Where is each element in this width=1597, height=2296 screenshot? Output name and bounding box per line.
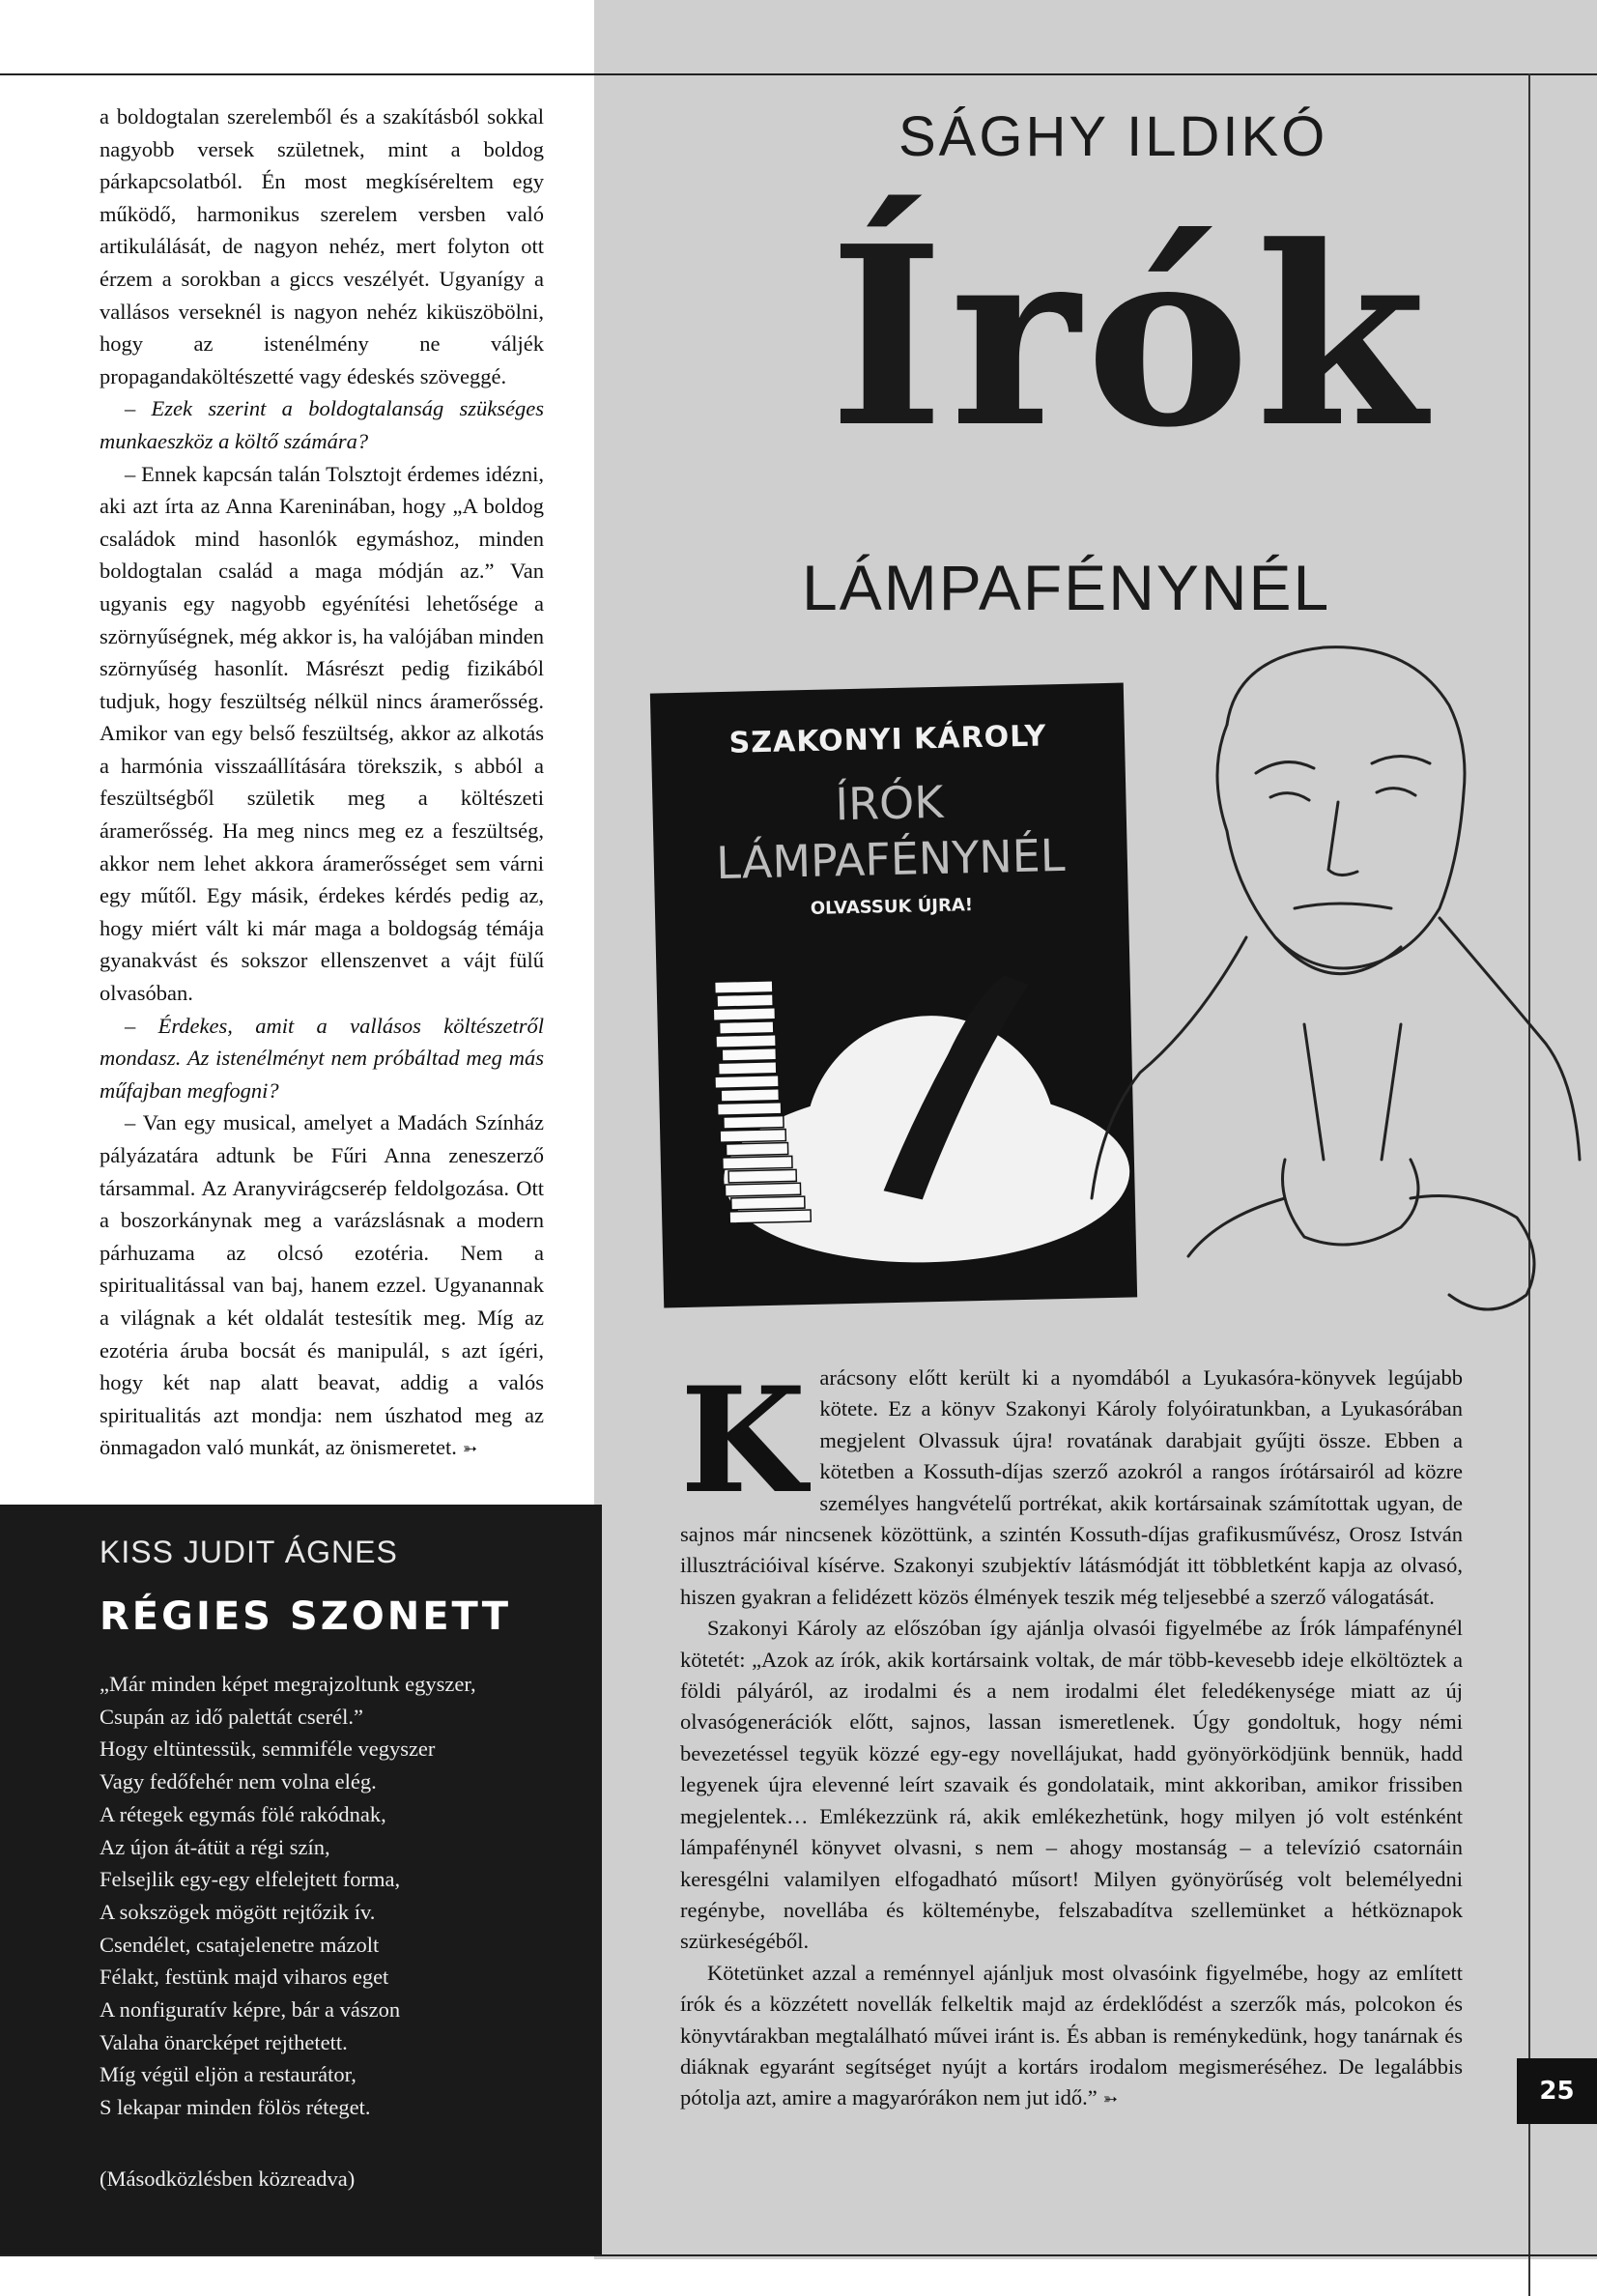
poem-note: (Másodközlésben közreadva) — [100, 2167, 356, 2191]
article-paragraph — [680, 1356, 1463, 1613]
page-number: 25 — [1539, 2077, 1575, 2106]
book-author: SZAKONYI KÁROLY — [728, 719, 1047, 761]
poem-line: Hogy eltüntessük, semmiféle vegyszer — [100, 1736, 436, 1762]
poem-line: Felsejlik egy-egy elfelejtett forma, — [100, 1867, 401, 1892]
article-lead-text: arácsony előtt került ki a nyomdából a Lyukasóra-könyvek legújabb kötete. Ez a könyv Szakonyi Károly folyóiratunkban, a Lyukasórában megjelent Olvassuk újra! rovatának darabjait gyűjti össze. Ebben a kötetben a Kossuth-díjas szerző azokról a rangos írótársairól ad közre személyes hangvételű portrékat, akik kortársainak számítottak ugyan, de sajnos már nincsenek közöttünk, a szintén Kossuth-díjas grafikusművész, Orosz István illusztrációival kísérve. Szakonyi szubjektív látásmódját itt többletként kapja az olvasó, hiszen gyakran a felidézett közös élmények teszik még teljesebbé a szerző válogatását. — [680, 1365, 1463, 1609]
poem-line: Csendélet, csatajelenetre mázolt — [100, 1932, 380, 1957]
poem-line: Míg végül eljön a restaurátor, — [100, 2062, 356, 2087]
bottom-rule — [0, 2254, 1597, 2256]
poem-title: RÉGIES SZONETT — [100, 1594, 512, 1639]
interview-answer-text: – Van egy musical, amelyet a Madách Színház pályázatára adtunk be Fűri Anna zeneszerző társammal. Az Aranyvirágcserép feldolgozása. Ott a boszorkánynak meg a varázslásnak a modern párhuzama az olcsó ezotéria. Nem a spiritualitással van baj, hanem ezzel. Ugyanannak a világnak a két oldalát testesítik meg. Míg az ezotéria áruba bocsát és manipulál, s azt ígéri, hogy két nap alatt beavat, addig a valós spiritualitás azt mondja: nem úszhatod meg az önmagadon való munkát, az önismeretet. — [100, 1110, 544, 1460]
interview-question: – Ezek szerint a boldogtalanság szükséges munkaeszköz a költő számára? — [100, 396, 544, 453]
book-title-line1: ÍRÓK — [834, 775, 945, 831]
article-author: SÁGHY ILDIKÓ — [898, 105, 1328, 168]
interview-question: – Érdekes, amit a vallásos költészetről mondasz. Az istenélményt nem próbáltad meg más műfajban megfogni? — [100, 1013, 544, 1103]
book-series: OLVASSUK ÚJRA! — [810, 895, 974, 919]
poem-author: KISS JUDIT ÁGNES — [100, 1535, 398, 1569]
poem-line: Valaha önarcképet rejthetett. — [100, 2029, 348, 2054]
end-mark-icon: ➳ — [1102, 2089, 1118, 2109]
poem-line: S lekapar minden fölös réteget. — [100, 2095, 371, 2120]
interview-paragraph: a boldogtalan szerelemből és a szakításból sokkal nagyobb versek születnek, mint a boldog párkapcsolatból. Én most megkíséreltem egy működő, harmonikus szerelem versben való artikulálását, de nagyon nehéz, mert folyton ott érzem a sorokban a giccs veszélyét. Ugyanígy a vallásos verseknél is nagyon nehéz kiküszöbölni, hogy az istenélmény ne váljék propagandaköltészetté vagy édeskés szöveggé. — [100, 104, 544, 388]
article-paragraph — [680, 1958, 1463, 2115]
poem-lines — [100, 1668, 583, 2124]
poem-line: A rétegek egymás fölé rakódnak, — [100, 1801, 386, 1826]
drop-cap: K — [680, 1356, 807, 1526]
poem-line: Az újon át-átüt a régi szín, — [100, 1834, 330, 1859]
poem-line: A nonfiguratív képre, bár a vászon — [100, 1997, 401, 2023]
book-cover-image — [650, 683, 1137, 1308]
article-title-main: Írók — [829, 193, 1433, 482]
article-title-sub: LÁMPAFÉNYNÉL — [802, 552, 1331, 623]
poem-line: A sokszögek mögött rejtőzik ív. — [100, 1899, 376, 1924]
interview-column — [100, 100, 544, 1466]
poem-line: „Már minden képet megrajzoltunk egyszer, — [100, 1672, 476, 1696]
interview-paragraph: – Ennek kapcsán talán Tolsztojt érdemes idézni, aki azt írta az Anna Kareninában, hogy „A boldog családok mind hasonlók egymáshoz, minden boldogtalan család a maga módján az.” Van ugyanis egy nagyobb egyénítési lehetősége a szörnyűségnek, még akkor is, ha valójában minden szörnyűség hasonlít. Másrészt pedig fizikából tudjuk, hogy feszültség nélkül nincs áramerősség. Amikor van egy belső feszültség, akkor az alkotás a harmónia visszaállítására törekszik, s abból a feszültségből születik meg a költészeti áramerősség. Ha meg nincs meg ez a feszültség, akkor nem lehet akkora áramerősséget sem várni egy műtől. Egy másik, érdekes kérdés pedig az, hogy miért vált ki már maga a boldogság témája gyanakvást és sokszor ellenszenvet a vájt fülű olvasóban. — [100, 461, 544, 1006]
poem-line: Csupán az idő palettát cserél.” — [100, 1704, 364, 1729]
top-rule — [0, 73, 1597, 75]
article-paragraph: Szakonyi Károly az előszóban így ajánlja olvasói figyelmébe az Írók lámpafénynél kötetét: „Azok az írók, akik kortársaink voltak, de már több-kevesebb ideje elköltöztek a földi pályáról, az irodalmi és a nem irodalmi élet feledékenysége miatt az új olvasógenerációk előtt, sajnos, lassan ismeretlenek. Úgy gondoltuk, hogy némi bevezetéssel tegyük közzé egy-egy novellájukat, hadd gyönyörködjünk bennük, hadd legyenek újra elevenné leírt szavaik és gondolataik, mint akkoriban, amikor frissiben megjelentek… Emlékezzünk rá, akik emlékezhetünk, hogy milyen jó volt esténként lámpafénynél könyvet olvasni, s nem – ahogy mostanság – a televízió csatornáin keresgélni valamilyen elfogadható műsort! Milyen gyönyörűség volt belemélyedni regénybe, novellába és költeménybe, felszabadítva szellemünket a hétköznapok szürkeségéből. — [680, 1616, 1463, 1954]
end-mark-icon: ➳ — [462, 1439, 477, 1459]
article-body — [680, 1356, 1463, 2115]
interview-paragraph — [100, 1106, 544, 1466]
book-title-line2: LÁMPAFÉNYNÉL — [715, 828, 1066, 890]
article-closing-text: Kötetünket azzal a reménnyel ajánljuk most olvasóink figyelmébe, hogy az említett írók és a közzétett novellák felkeltik majd az érdeklődést a szerzők más, polcokon és könyvtárakban megtalálható művei iránt is. És abban is reménykedünk, hogy tanárnak és diáknak egyaránt segítséget nyújt a kortárs irodalom megismeréséhez. De legalábbis pótolja azt, amire a magyarórákon nem jut idő.” — [680, 1960, 1463, 2110]
author-portrait-sketch — [1082, 618, 1584, 1353]
poem-line: Félakt, festünk majd viharos eget — [100, 1965, 389, 1990]
poem-line: Vagy fedőfehér nem volna elég. — [100, 1769, 377, 1794]
